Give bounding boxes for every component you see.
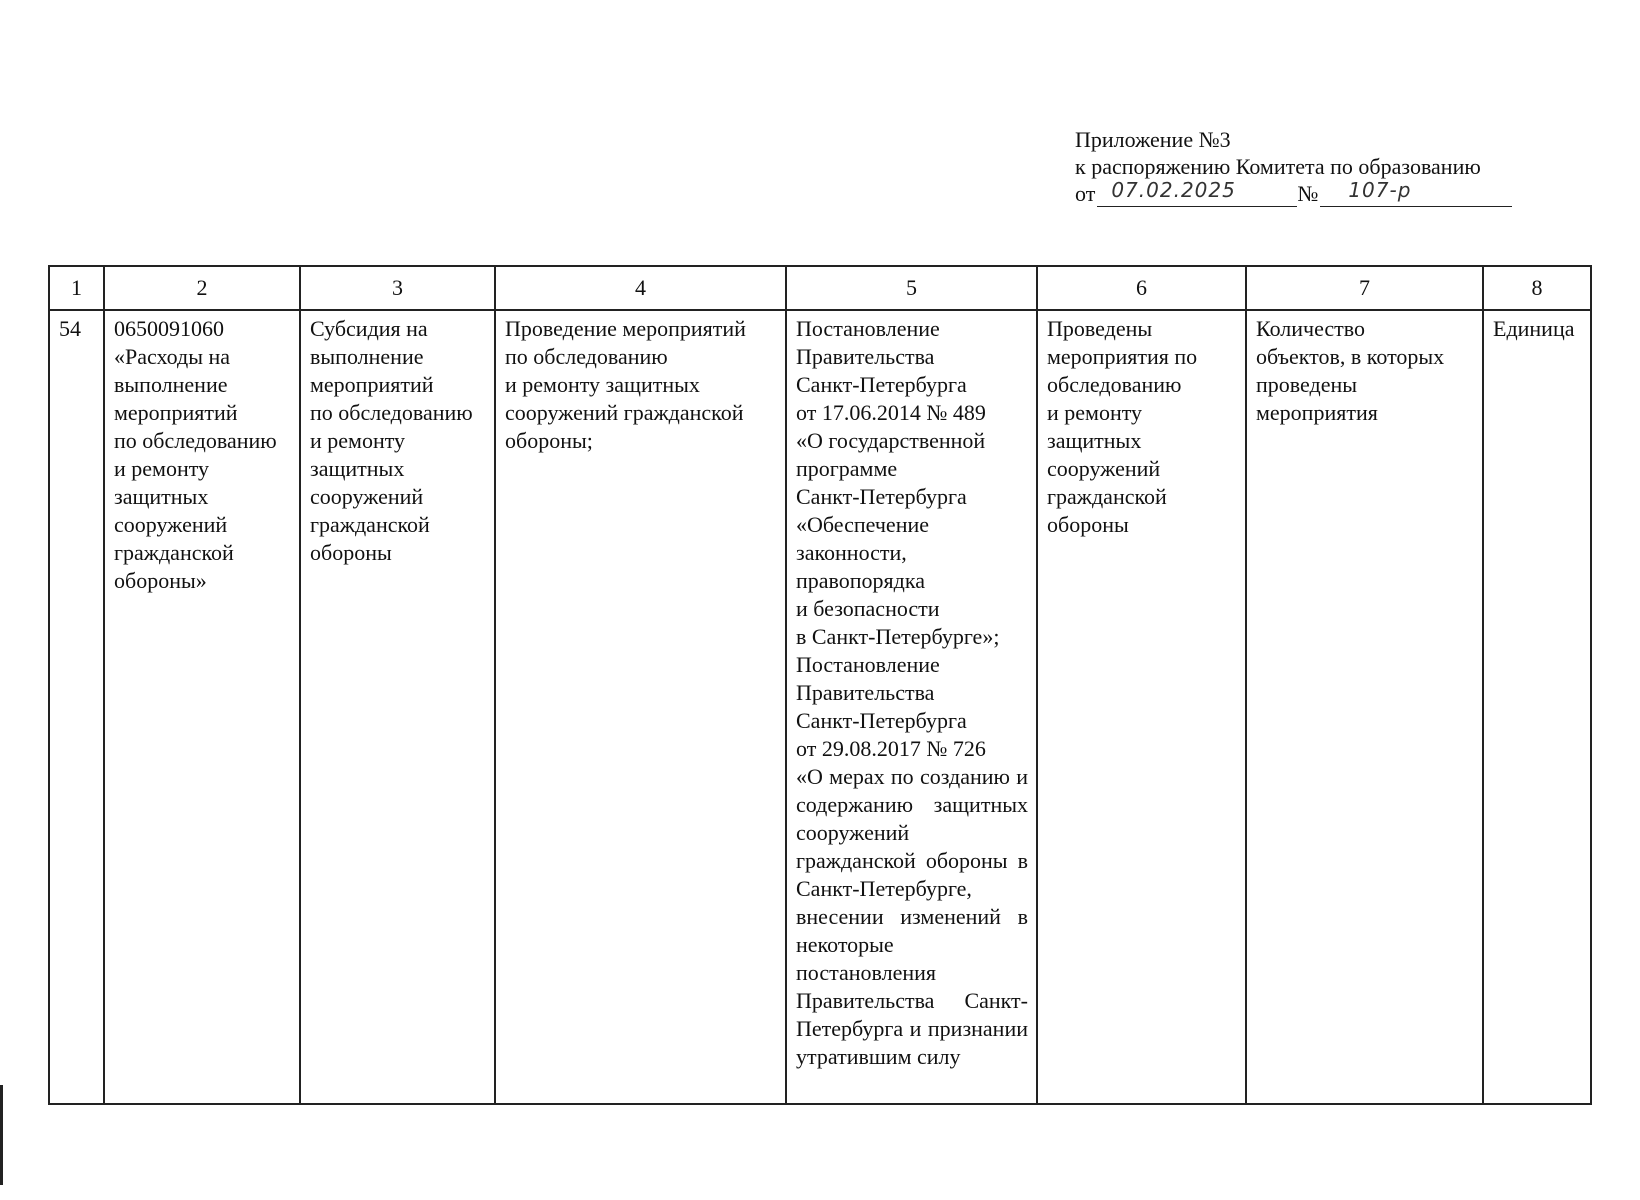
number-prefix: № <box>1297 181 1319 206</box>
number-field <box>1320 178 1512 207</box>
table-row <box>49 310 1591 1104</box>
data-table <box>48 265 1592 1105</box>
unit-cell <box>1483 310 1591 1104</box>
purpose-cell <box>495 310 786 1104</box>
legal-basis-text: Постановление Правительства Санкт-Петербурга от 17.06.2014 № 489 «О государственной программе Санкт-Петербурга «Обеспечение законности, правопорядка и безопасности в Санкт-Петербурге»; Постановление Правительства Санкт-Петербурга от 29.08.2017 № 726 <box>796 316 1000 761</box>
header-cell: 4 <box>495 266 786 310</box>
row-number-cell <box>49 310 104 1104</box>
header-cell: 6 <box>1037 266 1246 310</box>
date-field <box>1097 178 1297 207</box>
handwritten-number: 107-р <box>1348 178 1412 202</box>
row-number: 54 <box>59 316 81 341</box>
budget-code-text: 0650091060 «Расходы на выполнение мероприятий по обследованию и ремонту защитных сооружений гражданской обороны» <box>114 316 277 593</box>
scan-edge-line <box>0 1085 3 1185</box>
header-cell: 7 <box>1246 266 1483 310</box>
legal-basis-text-cont: «О мерах по созданию и содержанию защитных сооружений гражданской обороны в Санкт-Петербурге, внесении изменений в некоторые постановления Правительства Санкт-Петербурга и признании утратившим силу <box>796 764 1028 1069</box>
header-cell: 1 <box>49 266 104 310</box>
appendix-subtitle: к распоряжению Комитета по образованию <box>1075 154 1481 179</box>
header-cell: 5 <box>786 266 1037 310</box>
purpose-text: Проведение мероприятий по обследованию и ремонту защитных сооружений гражданской обороны; <box>505 316 746 453</box>
appendix-header <box>1075 126 1512 207</box>
header-cell: 3 <box>300 266 495 310</box>
subsidy-cell <box>300 310 495 1104</box>
subsidy-text: Субсидия на выполнение мероприятий по обследованию и ремонту защитных сооружений гражданской обороны <box>310 316 473 565</box>
indicator-text: Количество объектов, в которых проведены мероприятия <box>1256 316 1445 425</box>
result-text: Проведены мероприятия по обследованию и ремонту защитных сооружений гражданской обороны <box>1047 316 1198 537</box>
header-row <box>49 266 1591 310</box>
header-cell: 2 <box>104 266 300 310</box>
indicator-cell <box>1246 310 1483 1104</box>
unit-text: Единица <box>1493 316 1575 341</box>
budget-code-cell <box>104 310 300 1104</box>
header-cell: 8 <box>1483 266 1591 310</box>
legal-basis-cell <box>786 310 1037 1104</box>
handwritten-date: 07.02.2025 <box>1111 178 1236 202</box>
date-prefix: от <box>1075 181 1096 206</box>
appendix-title: Приложение №3 <box>1075 127 1231 152</box>
appendix-date-number-line <box>1075 180 1512 207</box>
result-cell <box>1037 310 1246 1104</box>
